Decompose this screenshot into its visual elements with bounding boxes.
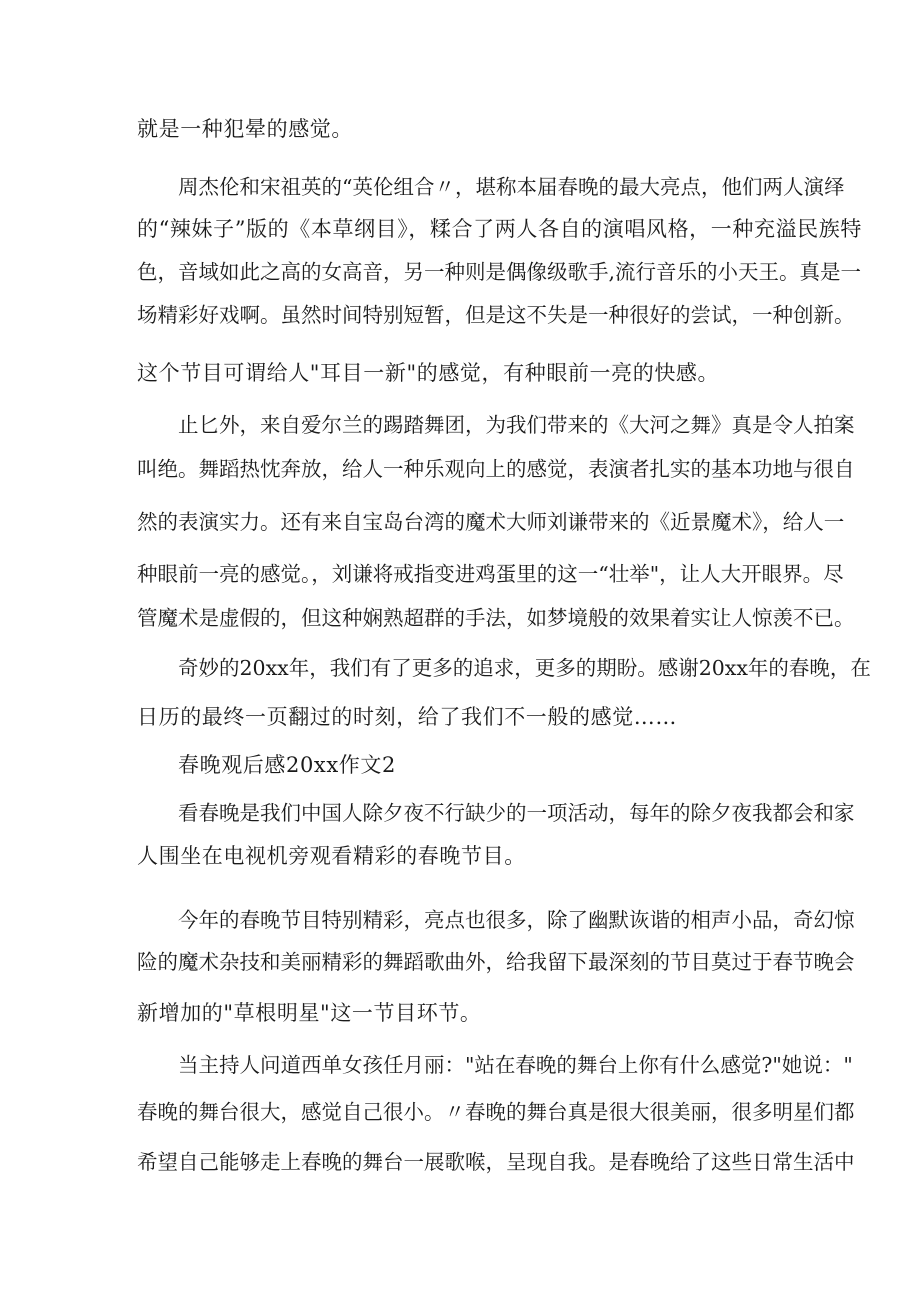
section-heading: 春晚观后感20xx作文2	[178, 753, 396, 777]
text-line: 人围坐在电视机旁观看精彩的春晚节目。	[137, 844, 526, 868]
text-line: 管魔术是虚假的，但这种娴熟超群的手法，如梦境般的效果着实让人惊羡不已。	[137, 606, 855, 630]
text-line: 叫绝。舞蹈热忱奔放，给人一种乐观向上的感觉，表演者扎实的基本功地与很自	[137, 457, 855, 481]
text-line: 这个节目可谓给人"耳目一新"的感觉，有种眼前一亮的快感。	[137, 361, 720, 385]
paragraph-first-line: 周杰伦和宋祖英的“英伦组合〃，堪称本届春晚的最大亮点，他们两人演绎	[178, 175, 845, 199]
text-line: 种眼前一亮的感觉。，刘谦将戒指变进鸡蛋里的这一“壮举"，让人大开眼界。尽	[137, 562, 844, 586]
text-line: 险的魔术杂技和美丽精彩的舞蹈歌曲外，给我留下最深刻的节目莫过于春节晚会	[137, 950, 855, 974]
text-line: 色，音域如此之高的女高音，另一种则是偶像级歌手,流行音乐的小天王。真是一	[137, 260, 862, 284]
text-line: 场精彩好戏啊。虽然时间特别短暂，但是这不失是一种很好的尝试，一种创新。	[137, 303, 855, 327]
paragraph-first-line: 止匕外，来自爱尔兰的踢踏舞团，为我们带来的《大河之舞》真是令人拍案	[178, 413, 855, 437]
text-line: 春晚的舞台很大，感觉自己很小。〃春晚的舞台真是很大很美丽，很多明星们都	[137, 1100, 855, 1124]
text-line: 然的表演实力。还有来自宝岛台湾的魔术大师刘谦带来的《近景魔术》，给人一	[137, 510, 845, 534]
text-line: 希望自己能够走上春晚的舞台一展歌喉，呈现自我。是春晚给了这些日常生活中	[137, 1150, 855, 1174]
paragraph-first-line: 今年的春晚节目特别精彩，亮点也很多，除了幽默诙谐的相声小品，奇幻惊	[178, 908, 855, 932]
text-line: 就是一种犯晕的感觉。	[137, 117, 353, 141]
text-line: 日历的最终一页翻过的时刻，给了我们不一般的感觉……	[137, 705, 677, 729]
text-line: 的“辣妹子”版的《本草纲目》，糅合了两人各自的演唱风格，一种充溢民族特	[137, 217, 862, 241]
paragraph-first-line: 奇妙的20xx年，我们有了更多的追求，更多的期盼。感谢20xx年的春晚，在	[178, 656, 871, 680]
paragraph-first-line: 当主持人问道西单女孩任月丽："站在春晚的舞台上你有什么感觉?"她说："	[178, 1053, 853, 1077]
paragraph-first-line: 看春晚是我们中国人除夕夜不行缺少的一项活动，每年的除夕夜我都会和家	[178, 801, 855, 825]
text-line: 新增加的"草根明星"这一节目环节。	[137, 1001, 482, 1025]
